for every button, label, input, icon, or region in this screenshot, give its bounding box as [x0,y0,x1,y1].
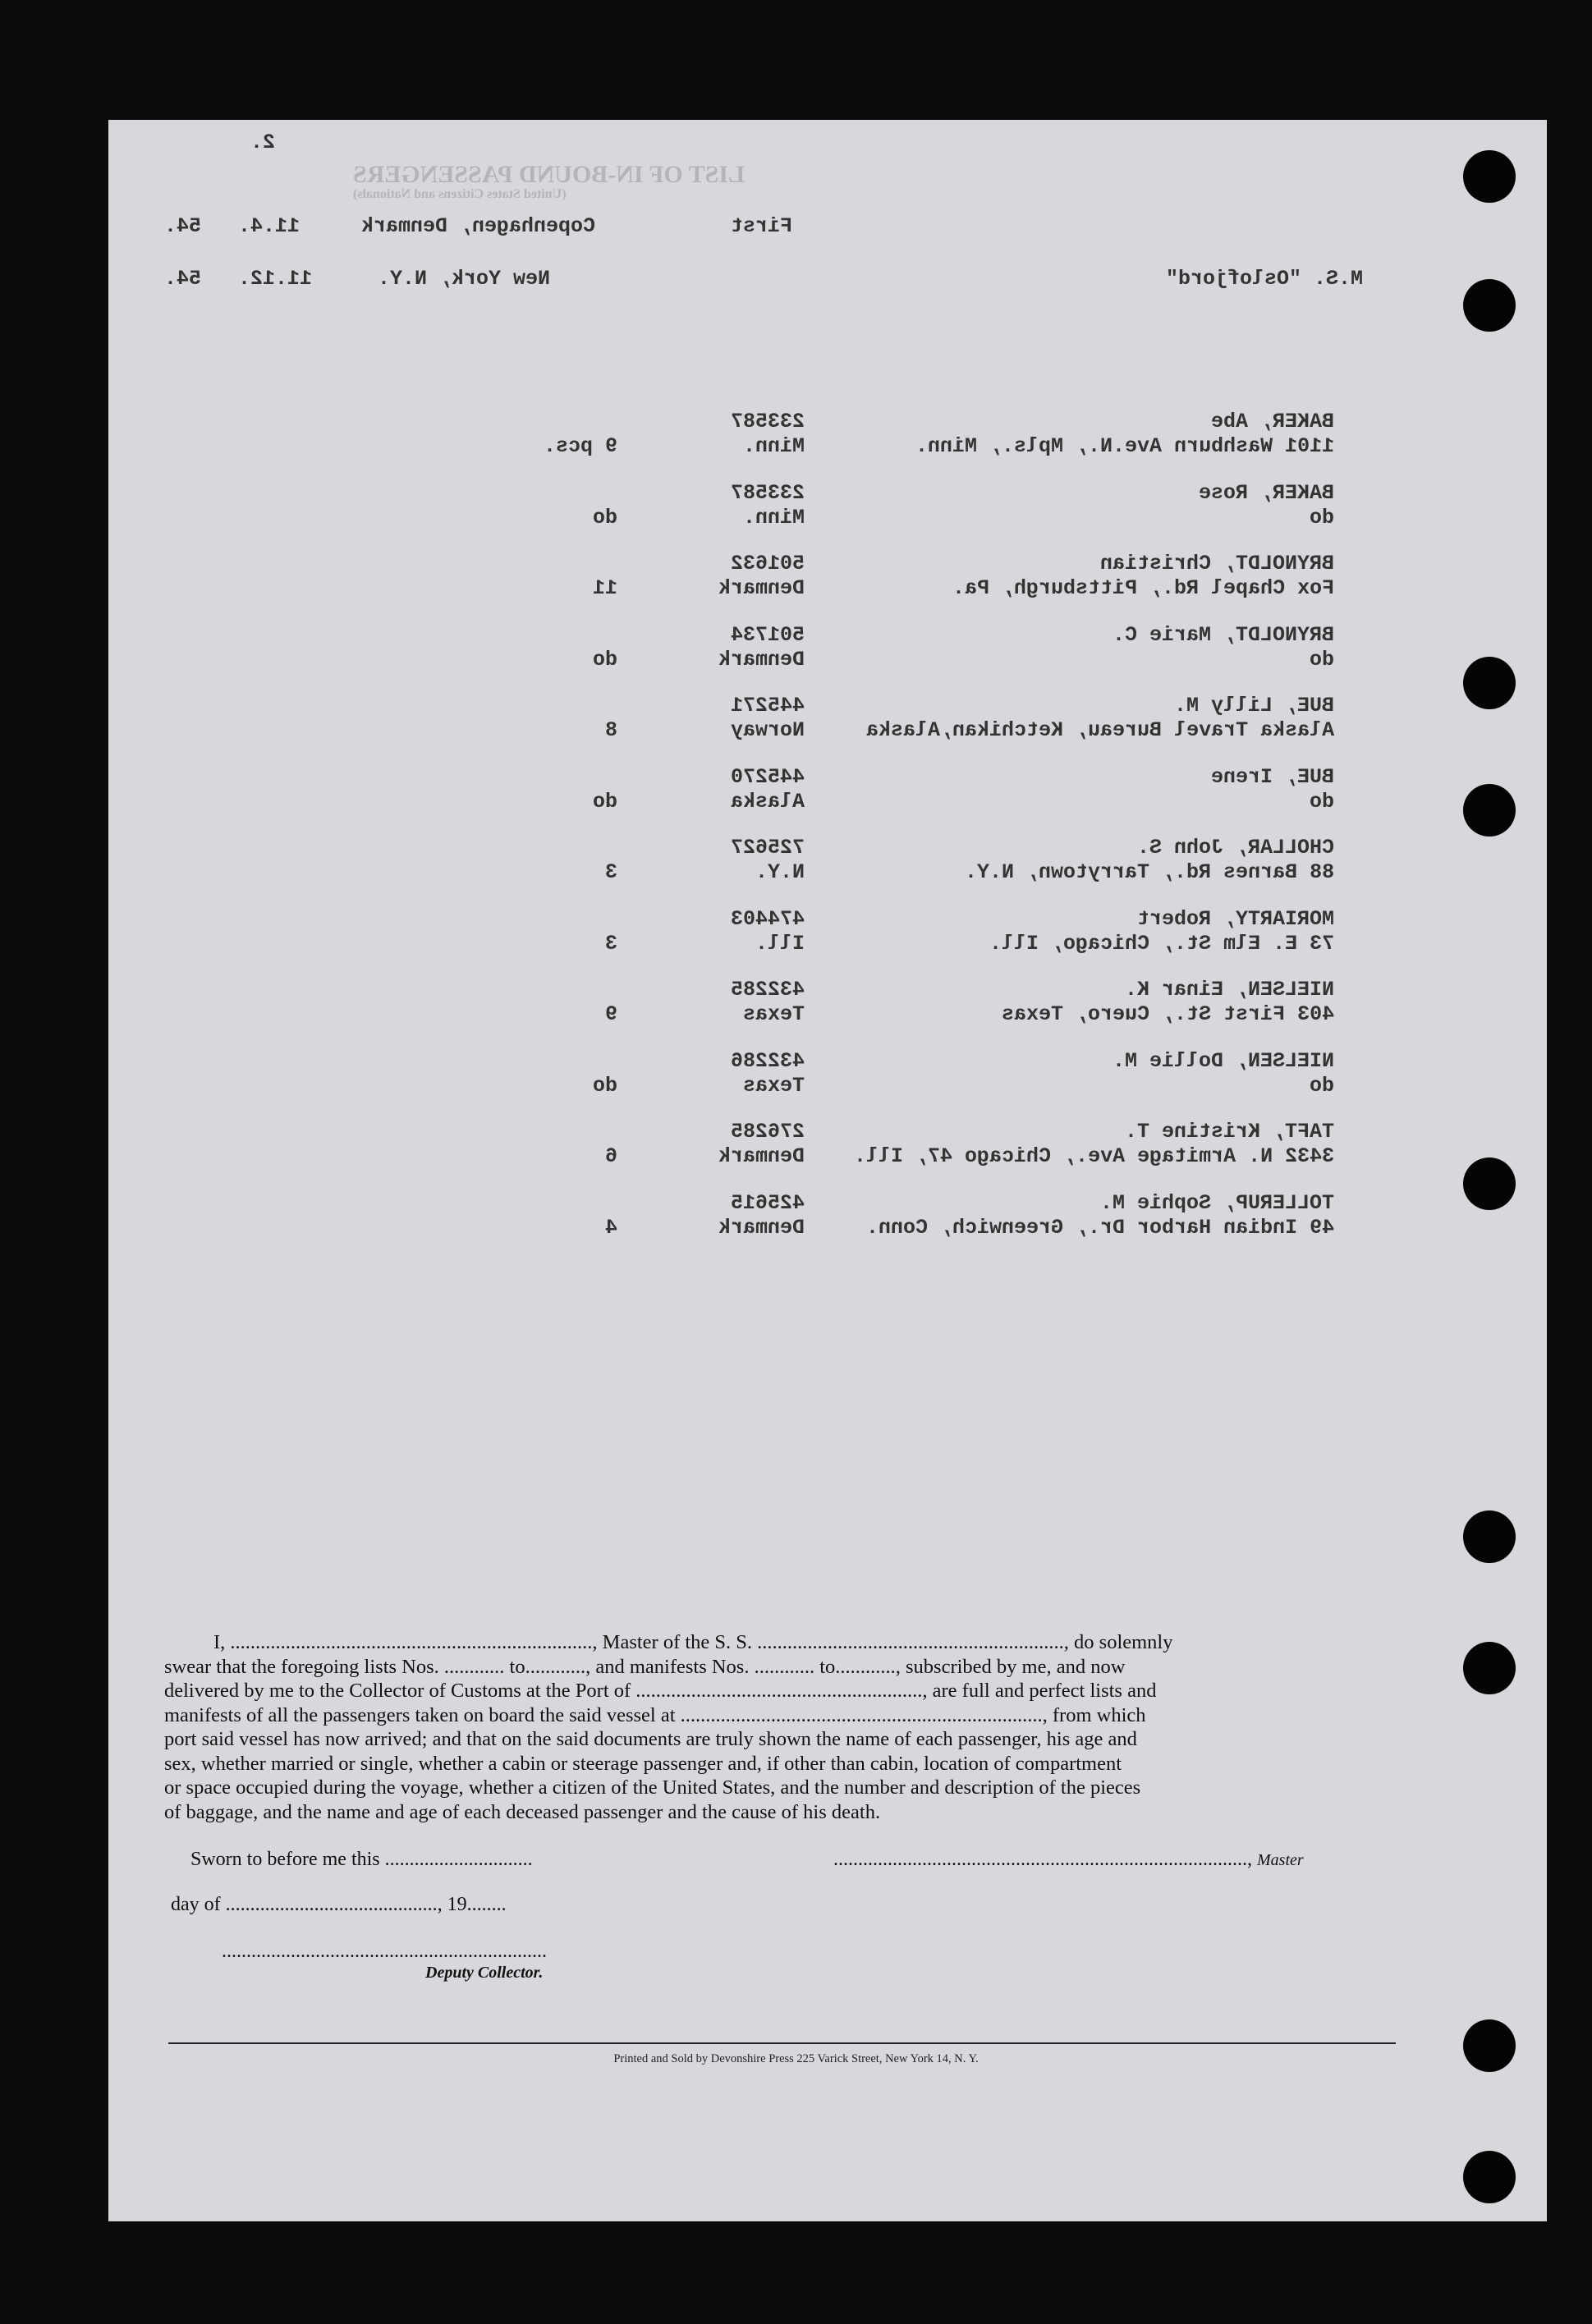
residence: Denmark [718,576,805,600]
oath-line: sex, whether married or single, whether a cabin or steerage passenger and, if other than cabin, location of compartment [164,1752,1122,1775]
baggage-pieces: 8 [605,718,618,742]
baggage-pieces: 4 [605,1216,618,1240]
baggage-pieces: 11 [593,576,618,600]
passenger-entry [0,624,1592,675]
day-of-line: day of ..........................................., 19........ [171,1894,507,1915]
passenger-address: do [1310,1074,1335,1098]
residence: Denmark [718,1216,805,1240]
baggage-pieces: 3 [605,932,618,956]
baggage-pieces: 9 [605,1002,618,1026]
passenger-entry [0,979,1592,1029]
residence: Norway [731,718,805,742]
passenger-address: 88 Barnes Rd., Tarrytown, N.Y. [965,860,1335,884]
departure-year: 54. [164,214,202,238]
passenger-address: 49 Indian Harbor Dr., Greenwich, Conn. [866,1216,1335,1240]
oath-line: manifests of all the passengers taken on board the said vessel at ........................................................................, from which [164,1703,1146,1726]
passenger-address: 3432 N. Armitage Ave., Chicago 47, Ill. [854,1144,1335,1168]
baggage-pieces: do [593,1074,618,1098]
baggage-pieces: do [593,790,618,814]
departure-date: 11.4. [238,214,301,238]
passenger-entry [0,694,1592,745]
departure-port: Copenhagen, Denmark [361,214,596,238]
passenger-address: 73 E. Elm St., Chicago, Ill. [989,932,1335,956]
arrival-date: 11.12. [238,267,313,291]
passport-number: 501632 [731,552,805,575]
residence: Alaska [731,790,805,814]
passport-number: 474403 [731,907,805,931]
oath-line: delivered by me to the Collector of Customs at the Port of ........................................................., are full and perfect lists and [164,1680,1157,1702]
arrival-port: New York, N.Y. [378,267,551,291]
passport-number: 725627 [731,836,805,859]
faint-list-subtitle: (United States Citizens and Nationals) [353,187,567,201]
passenger-entry [0,1192,1592,1243]
oath-line: I, ........................................................................, Master of the S. S. ............................................................., do solemnly [213,1631,1173,1653]
passenger-entry [0,908,1592,959]
oath-statement [164,1630,1394,1824]
residence: Texas [743,1002,805,1026]
passport-number: 501734 [731,623,805,647]
passport-number: 233587 [731,410,805,433]
master-signature-line [833,1849,1304,1871]
passport-number: 432285 [731,978,805,1002]
passenger-name: BRYNOLDT, Marie C. [1113,623,1335,647]
passenger-entry [0,1121,1592,1171]
residence: Ill. [755,932,805,956]
binder-hole [1463,1642,1516,1694]
oath-line: of baggage, and the name and age of each deceased passenger and the cause of his death. [164,1800,881,1823]
binder-hole [1463,2151,1516,2203]
passenger-entry [0,837,1592,887]
passenger-entry [0,766,1592,817]
passenger-address: do [1310,790,1335,814]
vessel-name: M.S. "Oslofjord" [1166,267,1364,291]
passenger-entry [0,482,1592,533]
passenger-entry [0,1050,1592,1101]
passenger-address: 403 First St., Cuero, Texas [1002,1002,1335,1026]
deputy-collector-label: Deputy Collector. [425,1964,544,1982]
passenger-address: Fox Chapel Rd., Pittsburgh, Pa. [952,576,1335,600]
sworn-line: Sworn to before me this .............................. [190,1849,533,1870]
passport-number: 425615 [731,1191,805,1215]
oath-line: swear that the foregoing lists Nos. ............ to............, and manifests Nos. ............ to............, subscribed by me, and now [164,1655,1126,1678]
passenger-entry [0,552,1592,603]
passport-number: 276285 [731,1120,805,1144]
passenger-name: MORIARTY, Robert [1137,907,1335,931]
passport-number: 445270 [731,765,805,789]
passport-number: 233587 [731,481,805,505]
faint-list-title: LIST OF IN-BOUND PASSENGERS [353,161,746,188]
passenger-name: BUE, Lilly M. [1174,694,1335,717]
residence: Denmark [718,1144,805,1168]
master-label: Master [1257,1851,1304,1869]
residence: Minn. [743,506,805,529]
divider [168,2042,1396,2044]
baggage-pieces: 3 [605,860,618,884]
passport-number: 445271 [731,694,805,717]
passenger-name: TAFT, Kristine T. [1125,1120,1335,1144]
passenger-name: NIELSEN, Dollie M. [1113,1049,1335,1073]
passenger-name: NIELSEN, Einar K. [1125,978,1335,1002]
arrival-year: 54. [164,267,202,291]
passenger-name: BAKER, Abe [1211,410,1335,433]
passenger-name: BAKER, Rose [1199,481,1335,505]
passenger-name: BRYNOLDT, Christian [1100,552,1335,575]
master-dots: ...................................................................................., [833,1849,1257,1870]
deputy-dots: .................................................................. [222,1941,547,1962]
passenger-address: Alaska Travel Bureau, Ketchikan,Alaska [866,718,1335,742]
residence: N.Y. [755,860,805,884]
passenger-entry [0,410,1592,461]
oath-line: or space occupied during the voyage, whether a citizen of the United States, and the number and description of the pieces [164,1776,1141,1799]
passenger-name: BUE, Irene [1211,765,1335,789]
passenger-address: 1101 Washburn Ave.N., Mpls., Minn. [915,434,1335,458]
binder-hole [1463,150,1516,203]
passenger-address: do [1310,506,1335,529]
baggage-pieces: do [593,506,618,529]
passport-number: 432286 [731,1049,805,1073]
baggage-pieces: 6 [605,1144,618,1168]
binder-hole [1463,1510,1516,1563]
baggage-pieces: 9 pcs. [544,434,618,458]
baggage-pieces: do [593,648,618,672]
passenger-name: CHOLLAR, John S. [1137,836,1335,859]
residence: Texas [743,1074,805,1098]
passenger-address: do [1310,648,1335,672]
passenger-class: First [731,214,793,238]
page-number: 2. [250,131,276,154]
residence: Denmark [718,648,805,672]
printer-imprint: Printed and Sold by Devonshire Press 225 Varick Street, New York 14, N. Y. [613,2052,979,2065]
binder-hole [1463,279,1516,332]
residence: Minn. [743,434,805,458]
passenger-name: TOLLERUP, Sophie M. [1100,1191,1335,1215]
oath-line: port said vessel has now arrived; and that on the said documents are truly shown the name of each passenger, his age and [164,1728,1137,1750]
